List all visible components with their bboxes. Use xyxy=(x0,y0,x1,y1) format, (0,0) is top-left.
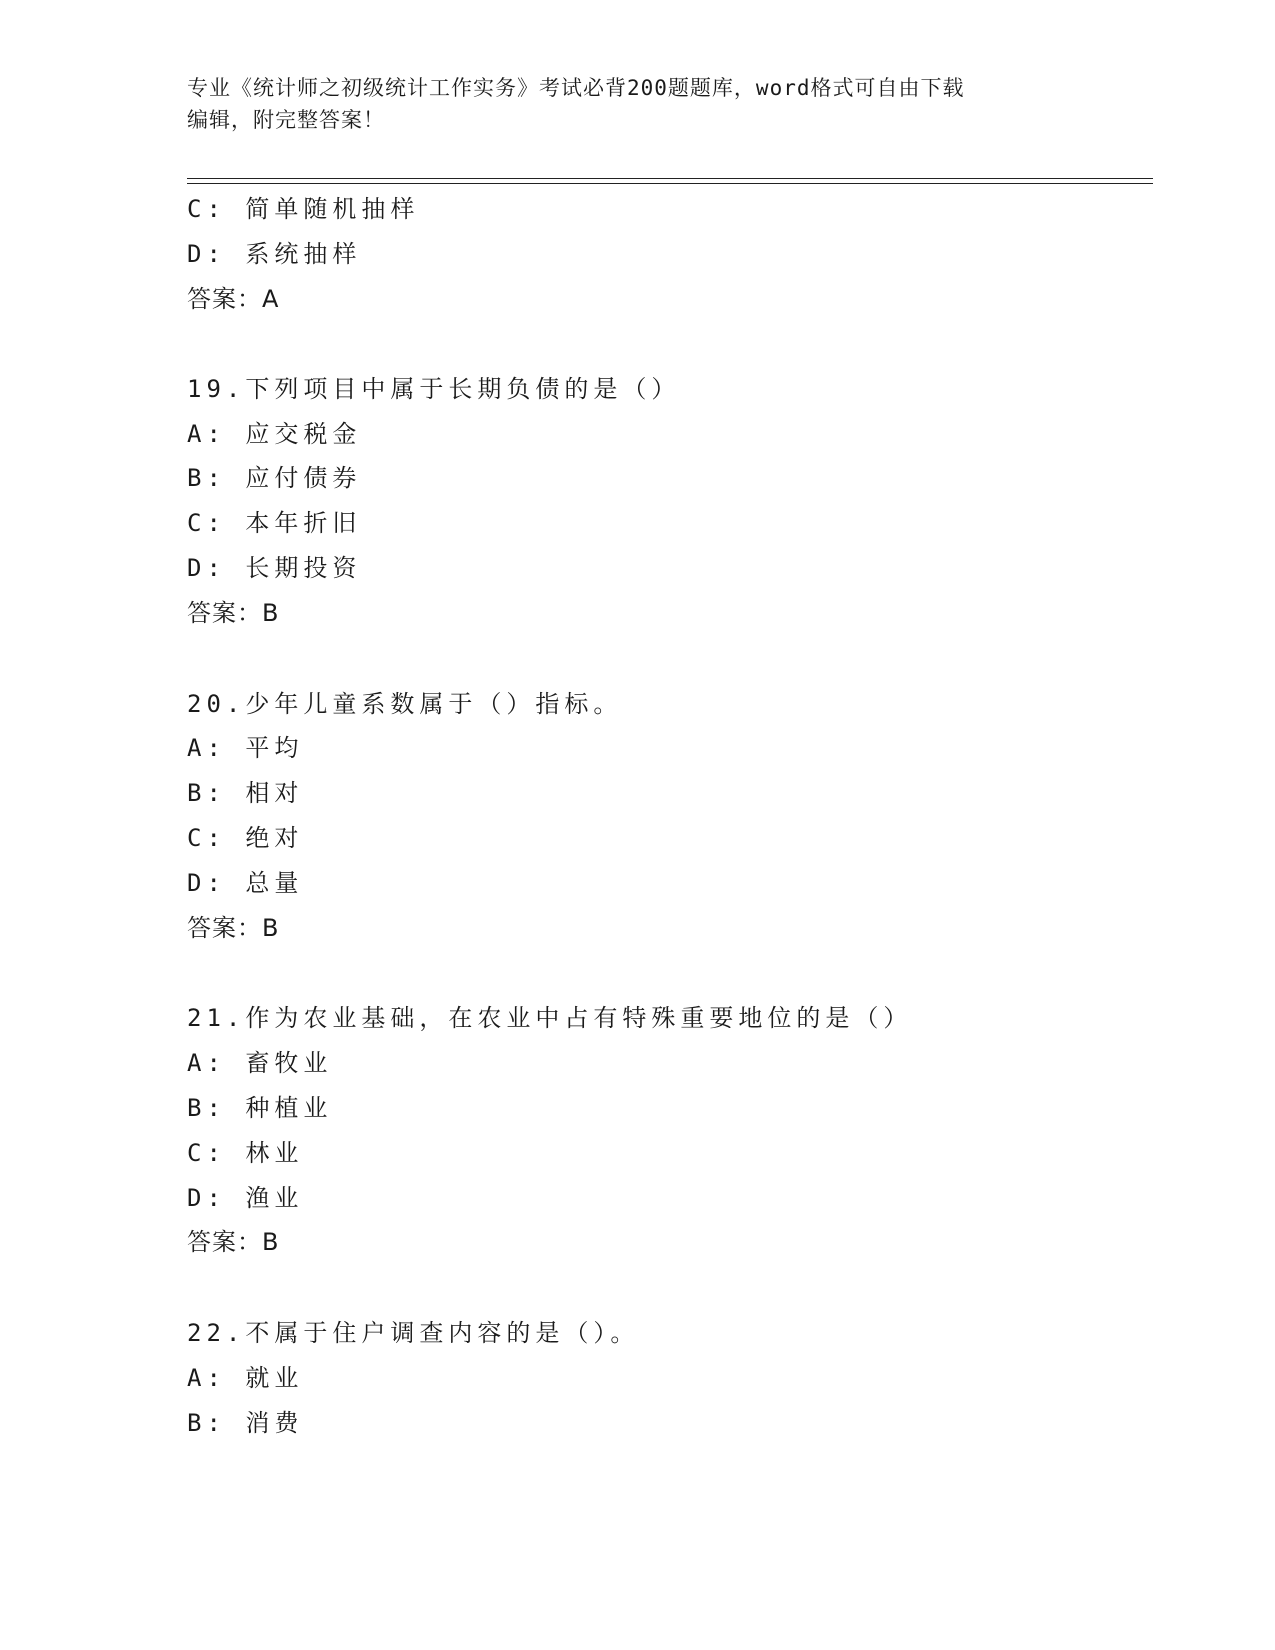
option-d: D: 长期投资 xyxy=(187,554,362,582)
option-a: A: 平均 xyxy=(187,734,304,762)
option-a: A: 应交税金 xyxy=(187,420,362,448)
answer-text: 答案：B xyxy=(187,599,280,627)
header-divider-bottom xyxy=(187,183,1153,184)
question-stem: 22.不属于住户调查内容的是（）。 xyxy=(187,1319,640,1347)
header-line-1: 专业《统计师之初级统计工作实务》考试必背200题题库，word格式可自由下载 xyxy=(187,76,965,100)
option-b: B: 相对 xyxy=(187,779,304,807)
option-c: C: 简单随机抽样 xyxy=(187,195,420,223)
option-b: B: 种植业 xyxy=(187,1094,333,1122)
option-c: C: 本年折旧 xyxy=(187,509,362,537)
question-stem: 21.作为农业基础，在农业中占有特殊重要地位的是（） xyxy=(187,1004,913,1032)
option-a: A: 畜牧业 xyxy=(187,1049,333,1077)
answer-text: 答案：B xyxy=(187,914,280,942)
option-b: B: 应付债券 xyxy=(187,464,362,492)
answer-text: 答案：A xyxy=(187,285,280,313)
option-d: D: 系统抽样 xyxy=(187,240,362,268)
question-stem: 20.少年儿童系数属于（）指标。 xyxy=(187,690,623,718)
option-b: B: 消费 xyxy=(187,1409,304,1437)
document-header xyxy=(187,72,1087,136)
header-divider-top xyxy=(187,178,1153,179)
option-d: D: 渔业 xyxy=(187,1184,304,1212)
option-c: C: 林业 xyxy=(187,1139,304,1167)
header-line-2: 编辑，附完整答案！ xyxy=(187,108,385,132)
option-d: D: 总量 xyxy=(187,869,304,897)
option-c: C: 绝对 xyxy=(187,824,304,852)
option-a: A: 就业 xyxy=(187,1364,304,1392)
question-stem: 19.下列项目中属于长期负债的是（） xyxy=(187,375,681,403)
answer-text: 答案：B xyxy=(187,1228,280,1256)
